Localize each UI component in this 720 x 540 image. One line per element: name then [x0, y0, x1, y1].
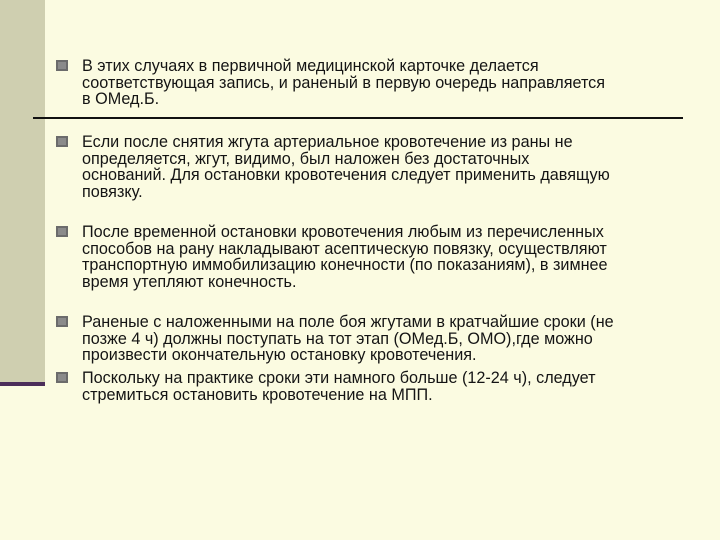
square-bullet-icon — [56, 136, 72, 150]
left-decor-accent — [0, 382, 45, 386]
square-bullet-icon — [56, 226, 72, 240]
paragraph-3: После временной остановки кровотечения любым из перечисленных способов на рану накладывают асептическую повязку, осуществляют транспортную иммобилизацию конечности (по показаниям), в зимнее время утепляют конечность. — [82, 223, 608, 291]
paragraph-1: В этих случаях в первичной медицинской карточке делается соответствующая запись, и раненый в первую очередь направляется в ОМед.Б. — [82, 57, 606, 108]
divider-rule — [33, 117, 683, 119]
paragraph-2: Если после снятия жгута артериальное кровотечение из раны не определяется, жгут, видимо, был наложен без достаточных оснований. Для остановки кровотечения следует применить давящую повязку. — [82, 133, 610, 201]
paragraph-4: Раненые с наложенными на поле боя жгутами в кратчайшие сроки (не позже 4 ч) должны поступать на тот этап (ОМед.Б, ОМО),где можно произвести окончательную остановку кровотечения. — [82, 313, 614, 364]
square-bullet-icon — [56, 372, 72, 386]
paragraph-5: Поскольку на практике сроки эти намного больше (12-24 ч), следует стремиться остановить кровотечение на МПП. — [82, 369, 596, 404]
square-bullet-icon — [56, 316, 72, 330]
left-decor-bar — [0, 0, 45, 382]
square-bullet-icon — [56, 60, 72, 74]
